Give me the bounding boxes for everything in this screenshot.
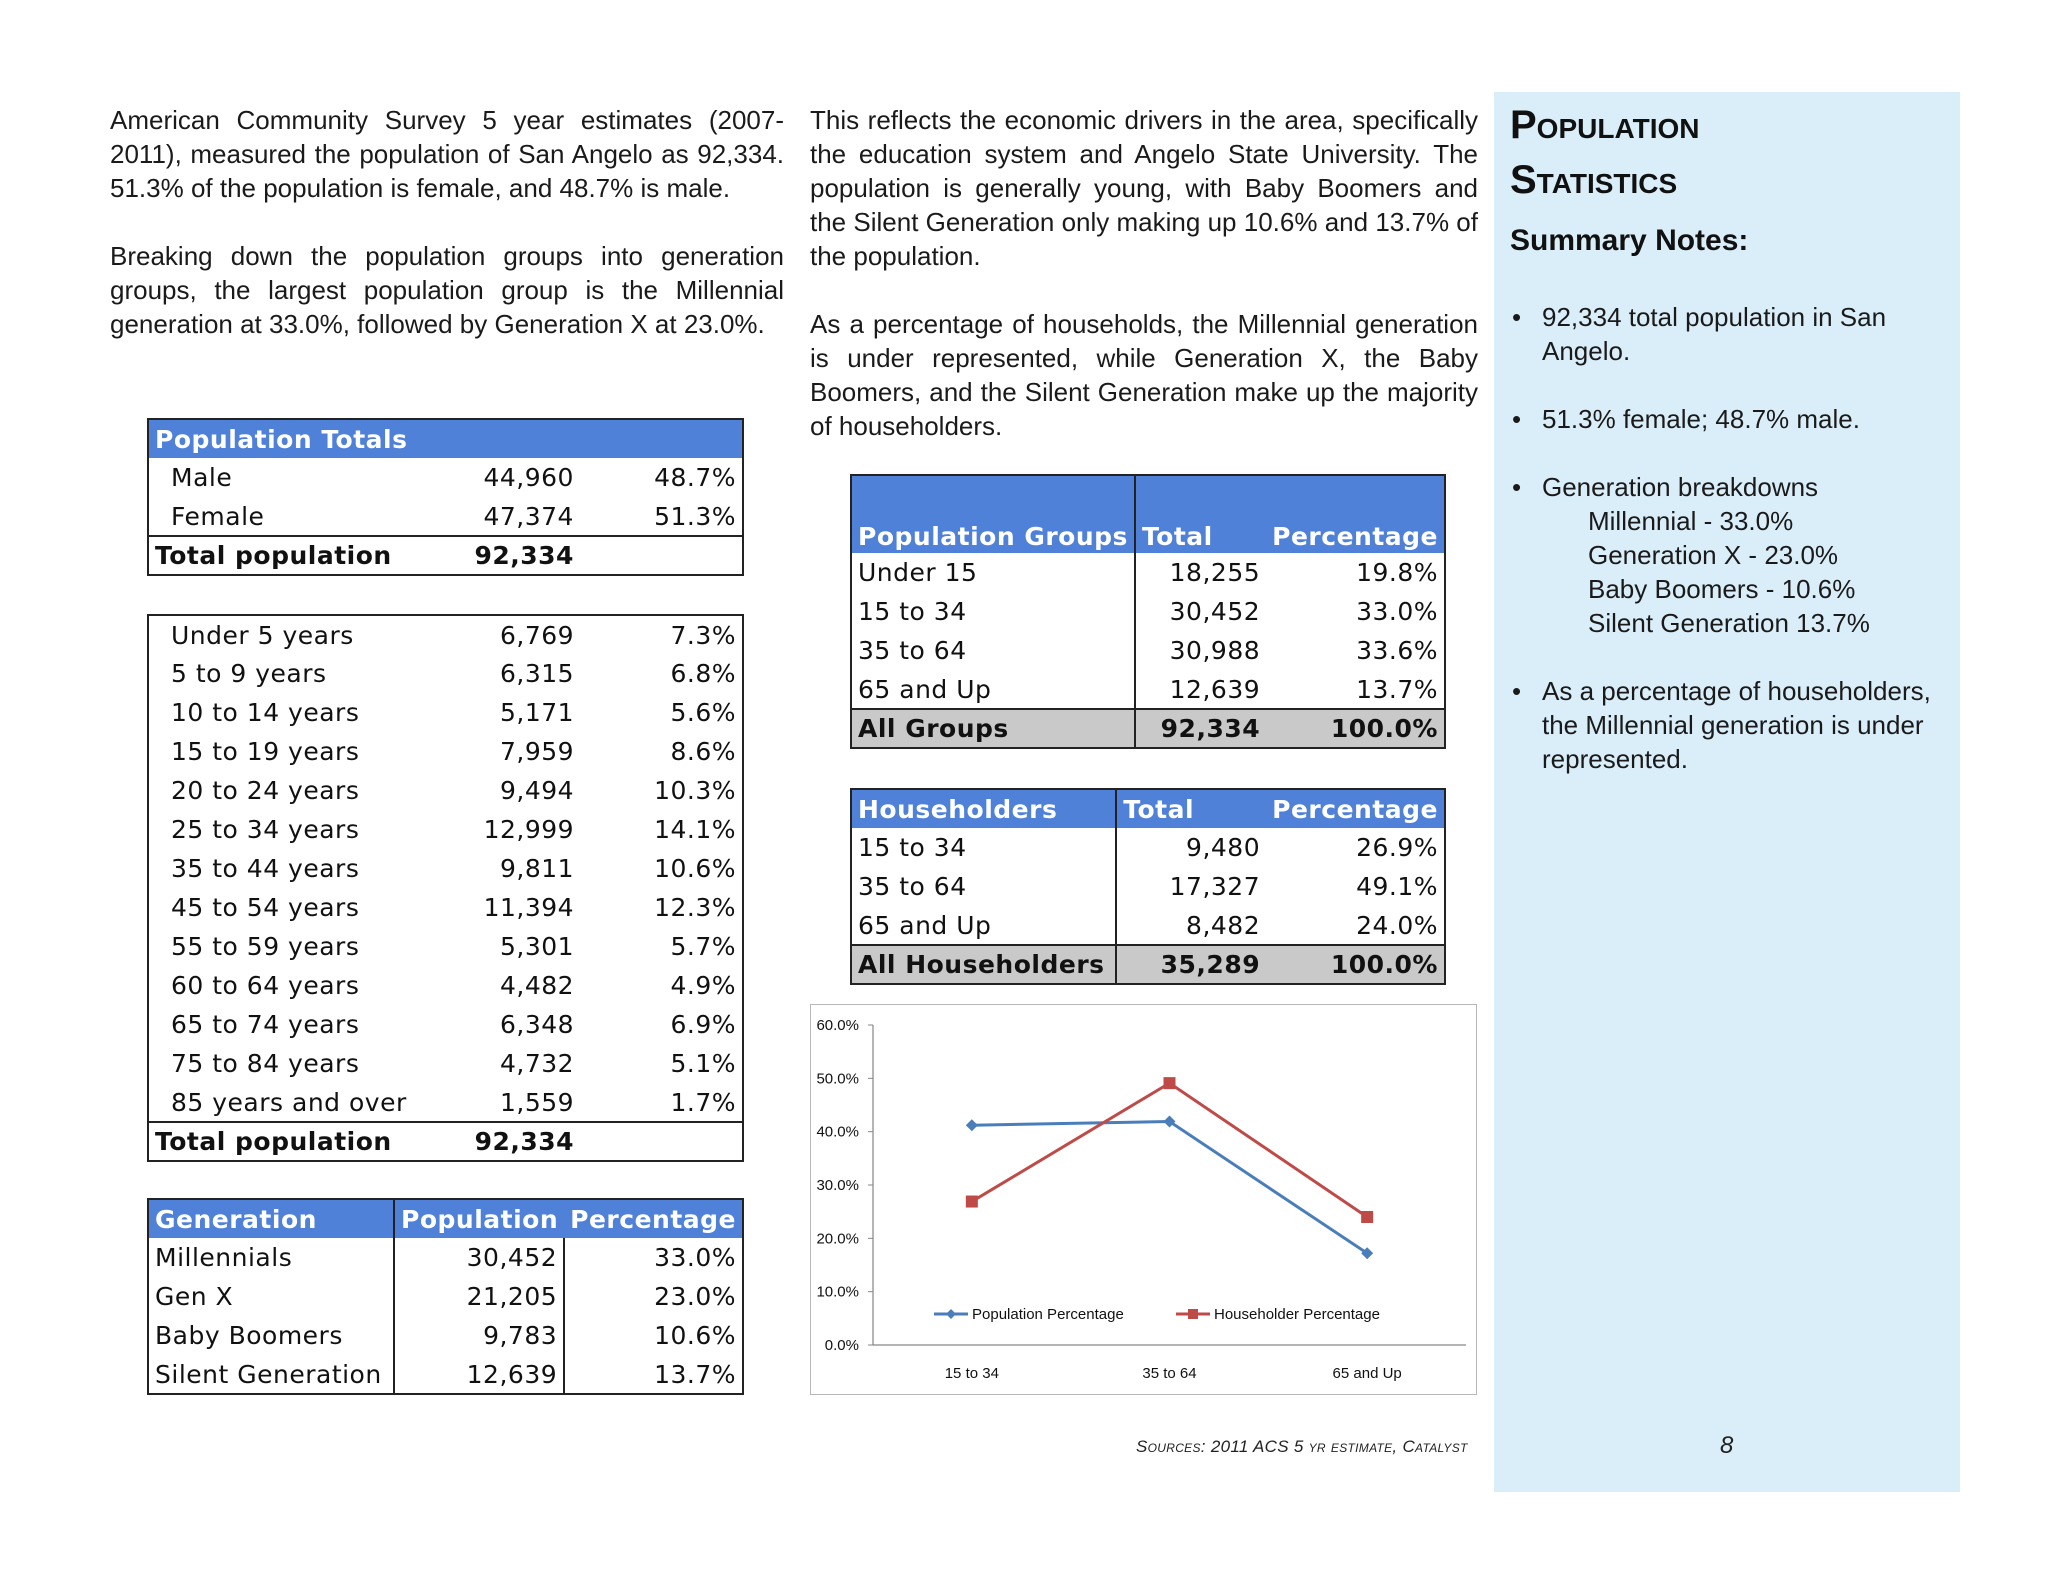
- table-row: 25 to 34 years 12,999 14.1%: [171, 815, 736, 844]
- column-header: Total: [1116, 789, 1266, 828]
- total-row: Total population 92,334: [148, 536, 743, 575]
- x-tick-label: 15 to 34: [944, 1365, 999, 1382]
- table-row: Millennials 30,452 33.0%: [148, 1238, 743, 1277]
- table-row: Baby Boomers 9,783 10.6%: [148, 1316, 743, 1355]
- population-groups-table: [850, 474, 1446, 749]
- generation-line: Silent Generation 13.7%: [1588, 608, 1870, 638]
- intro-paragraph-2: Breaking down the population groups into generation groups, the largest population group is the Millennial generation at 33.0%, followed by Generation X at 23.0%.: [110, 241, 784, 339]
- sources-note: Sources: 2011 ACS 5 yr estimate, Catalyst: [1136, 1437, 1468, 1456]
- table-row: Gen X 21,205 23.0%: [148, 1277, 743, 1316]
- y-tick-label: 20.0%: [816, 1230, 859, 1248]
- table-row: 15 to 34 30,452 33.0%: [851, 592, 1445, 631]
- total-row: All Groups 92,334 100.0%: [851, 709, 1445, 748]
- data-point: [966, 1119, 978, 1131]
- table-row: Under 15 18,255 19.8%: [851, 553, 1445, 592]
- table-row: Under 5 years 6,769 7.3%: [171, 620, 736, 650]
- table-row: 5 to 9 years 6,315 6.8%: [171, 659, 736, 688]
- legend-marker: [1188, 1309, 1198, 1319]
- x-tick-label: 35 to 64: [1142, 1365, 1197, 1382]
- y-tick-label: 30.0%: [816, 1177, 859, 1194]
- series-line-0: [972, 1122, 1367, 1254]
- table-row: 35 to 44 years 9,811 10.6%: [171, 854, 736, 883]
- column-header: Total: [1135, 475, 1266, 553]
- column-header: Percentage: [564, 1199, 743, 1238]
- intro-paragraph-1: American Community Survey 5 year estimates (2007-2011), measured the population of San Angelo as 92,334. 51.3% of the population is female, and 48.7% is male.: [110, 105, 784, 203]
- legend-label: Population Percentage: [972, 1306, 1124, 1323]
- y-tick-label: 50.0%: [816, 1070, 859, 1088]
- column-header: Population: [394, 1199, 564, 1238]
- table-row: Male 44,960 48.7%: [171, 463, 736, 492]
- householders-table: [850, 788, 1446, 985]
- x-tick-label: 65 and Up: [1332, 1365, 1402, 1382]
- table-row: 65 to 74 years 6,348 6.9%: [171, 1010, 736, 1039]
- column-header: Population Groups: [851, 475, 1135, 553]
- table-row: 10 to 14 years 5,171 5.6%: [171, 698, 736, 727]
- table-row: 65 and Up 8,482 24.0%: [851, 906, 1445, 945]
- table-row: 60 to 64 years 4,482 4.9%: [171, 971, 736, 1000]
- generation-line: Generation X - 23.0%: [1588, 540, 1839, 570]
- summary-list: [1512, 300, 1952, 810]
- table-row: 35 to 64 30,988 33.6%: [851, 631, 1445, 670]
- list-item: • 51.3% female; 48.7% male.: [1512, 402, 1952, 436]
- age-percentage-chart: [810, 1004, 1477, 1395]
- table-row: 15 to 19 years 7,959 8.6%: [171, 737, 736, 766]
- table-row: 65 and Up 12,639 13.7%: [851, 670, 1445, 709]
- y-tick-label: 60.0%: [816, 1017, 859, 1034]
- legend-label: Householder Percentage: [1214, 1306, 1380, 1323]
- y-tick-label: 0.0%: [824, 1337, 859, 1354]
- y-tick-label: 40.0%: [816, 1123, 859, 1141]
- sidebar-subtitle: Summary Notes:: [1510, 224, 1749, 257]
- analysis-paragraph-1: This reflects the economic drivers in the area, specifically the education system and Angelo State University. The population is generally young, with Baby Boomers and the Silent Generation only making up 10.6% and 13.7% of the population.: [810, 105, 1478, 271]
- table-row: 15 to 34 9,480 26.9%: [851, 828, 1445, 867]
- generation-line: Baby Boomers - 10.6%: [1588, 574, 1856, 604]
- sidebar-title: Population Statistics: [1510, 103, 1700, 202]
- generation-table: [147, 1198, 744, 1395]
- list-item: • 92,334 total population in San Angelo.: [1512, 300, 1952, 368]
- table-row: 20 to 24 years 9,494 10.3%: [171, 776, 736, 805]
- page-number: 8: [1720, 1432, 1734, 1459]
- total-row: Total population 92,334: [148, 1122, 743, 1161]
- generation-line: Millennial - 33.0%: [1588, 506, 1794, 536]
- series-line-1: [972, 1083, 1367, 1217]
- y-tick-label: 10.0%: [816, 1283, 859, 1301]
- chart-svg: [811, 1005, 1478, 1396]
- legend-marker: [946, 1309, 956, 1319]
- list-item: • Generation breakdowns Millennial - 33.0% Generation X - 23.0% Baby Boomers - 10.6% Silent Generation 13.7%: [1512, 470, 1952, 640]
- table-row: Female 47,374 51.3%: [171, 501, 736, 531]
- analysis-paragraph-2: As a percentage of households, the Millennial generation is under represented, while Generation X, the Baby Boomers, and the Silent Generation make up the majority of householders.: [810, 309, 1478, 441]
- column-header: Householders: [851, 789, 1116, 828]
- intro-text: [110, 103, 784, 375]
- table-row: 35 to 64 17,327 49.1%: [851, 867, 1445, 906]
- population-totals-title: Population Totals: [148, 419, 743, 458]
- data-point: [1361, 1211, 1373, 1223]
- total-row: All Householders 35,289 100.0%: [851, 945, 1445, 984]
- data-point: [1164, 1077, 1176, 1089]
- table-row: Silent Generation 12,639 13.7%: [148, 1355, 743, 1394]
- table-row: 85 years and over 1,559 1.7%: [171, 1087, 736, 1117]
- column-header: Percentage: [1266, 789, 1445, 828]
- table-row: 75 to 84 years 4,732 5.1%: [171, 1049, 736, 1078]
- summary-sidebar: [1494, 92, 1960, 1492]
- data-point: [966, 1196, 978, 1208]
- analysis-text: [810, 103, 1478, 477]
- age-breakdown-table: [147, 614, 744, 1162]
- column-header: Generation: [148, 1199, 394, 1238]
- table-row: 45 to 54 years 11,394 12.3%: [171, 893, 736, 922]
- population-totals-table: [147, 418, 744, 576]
- table-row: 55 to 59 years 5,301 5.7%: [171, 932, 736, 961]
- column-header: Percentage: [1266, 475, 1445, 553]
- list-item: • As a percentage of householders, the Millennial generation is under represented.: [1512, 674, 1952, 776]
